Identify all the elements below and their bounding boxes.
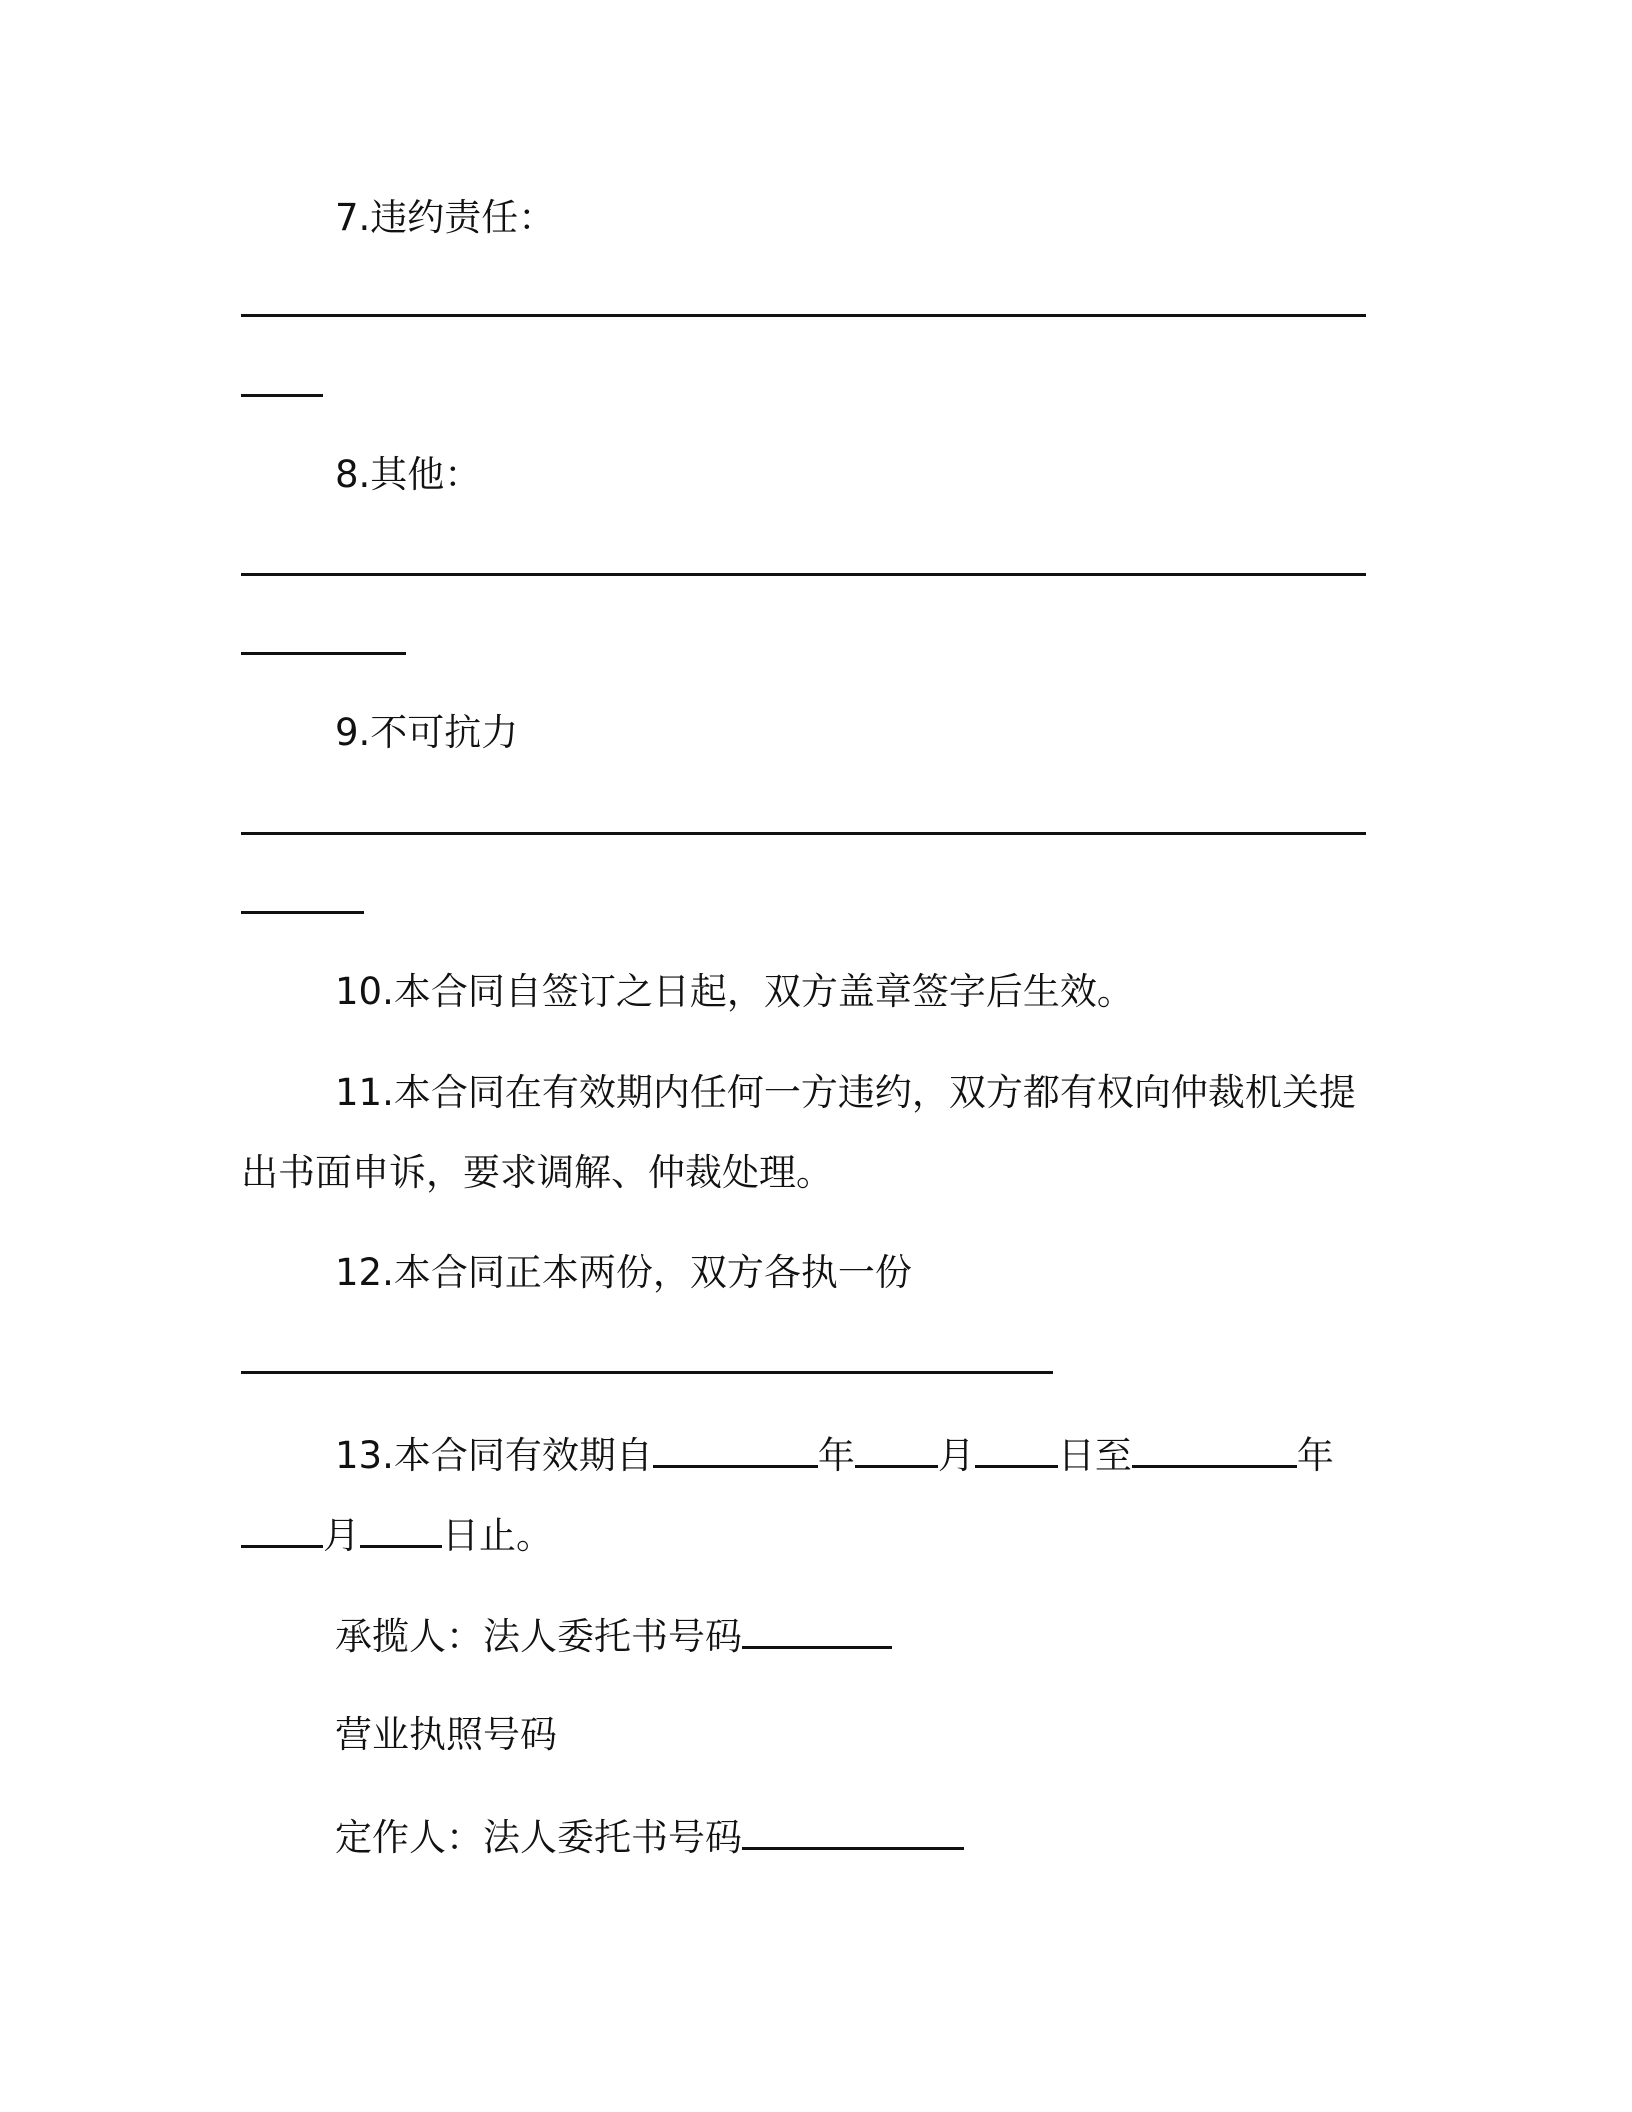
start-year-blank[interactable] [653, 1431, 818, 1468]
section-8-blank-line-2[interactable] [241, 652, 406, 655]
section-13-line-2 [241, 1511, 553, 1558]
start-month-label: 月 [937, 1434, 975, 1477]
orderer-label: 定作人：法人委托书号码 [335, 1816, 742, 1859]
contractor-label: 承揽人：法人委托书号码 [335, 1615, 742, 1658]
section-11-text-line-1: 11.本合同在有效期内任何一方违约，双方都有权向仲裁机关提 [335, 1071, 1356, 1114]
start-day-to-label: 日至 [1057, 1434, 1132, 1477]
start-month-blank[interactable] [855, 1431, 938, 1468]
section-9-heading: 9.不可抗力 [335, 711, 519, 754]
orderer-authorization-number-blank[interactable] [742, 1813, 964, 1850]
section-13-prefix: 13.本合同有效期自 [335, 1434, 653, 1477]
orderer-row [335, 1813, 964, 1860]
section-8-heading: 8.其他： [335, 453, 482, 496]
start-year-label: 年 [817, 1434, 855, 1477]
start-day-blank[interactable] [975, 1431, 1058, 1468]
section-11-text-line-2: 出书面申诉，要求调解、仲裁处理。 [241, 1151, 833, 1194]
end-month-label: 月 [323, 1514, 360, 1557]
section-8-blank-line-1[interactable] [241, 573, 1366, 576]
contractor-authorization-number-blank[interactable] [742, 1612, 892, 1649]
section-10-text: 10.本合同自签订之日起，双方盖章签字后生效。 [335, 970, 1134, 1013]
section-9-blank-line-1[interactable] [241, 832, 1366, 835]
section-13-line-1 [335, 1431, 1334, 1478]
end-day-label: 日止。 [442, 1514, 553, 1557]
end-year-label: 年 [1296, 1434, 1334, 1477]
section-7-blank-line-2[interactable] [241, 394, 323, 397]
contractor-row [335, 1612, 892, 1659]
section-7-heading: 7.违约责任： [335, 196, 556, 239]
end-day-blank[interactable] [360, 1511, 442, 1548]
section-9-blank-line-2[interactable] [241, 911, 364, 914]
section-7-blank-line-1[interactable] [241, 314, 1366, 317]
section-12-blank-line[interactable] [241, 1371, 1053, 1374]
section-12-text: 12.本合同正本两份，双方各执一份 [335, 1251, 912, 1294]
end-year-blank[interactable] [1132, 1431, 1297, 1468]
business-license-label: 营业执照号码 [335, 1713, 557, 1756]
end-month-blank[interactable] [241, 1511, 323, 1548]
